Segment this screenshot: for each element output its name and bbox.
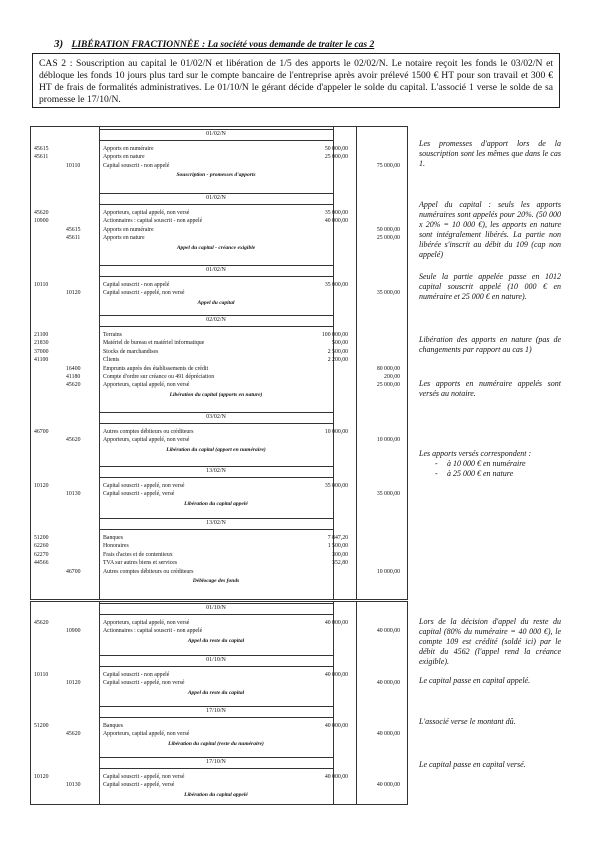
entry-date-header — [31, 603, 407, 615]
debit-amount: 50 000,00 — [324, 146, 348, 152]
debit-amount: 40 000,00 — [324, 218, 348, 225]
account-label: Capital souscrit - non appelé — [103, 162, 170, 169]
debit-account: 10120 — [34, 483, 49, 489]
account-label: Apports en numéraire — [103, 226, 154, 233]
account-label: Apports en nature — [103, 154, 145, 161]
journal-line — [31, 153, 407, 161]
entry-date: 01/02/N — [206, 131, 226, 137]
debit-account: 51200 — [34, 535, 49, 541]
journal-line — [31, 339, 407, 347]
journal-line — [31, 551, 407, 559]
entry-date-header — [31, 518, 407, 530]
debit-account: 21830 — [34, 340, 49, 347]
debit-amount: 500,00 — [332, 340, 348, 347]
entry-libelle: Libération du capital (reste du numéraire) — [168, 740, 264, 747]
credit-account: 10900 — [66, 628, 81, 635]
journal-table-1 — [30, 126, 408, 600]
debit-account: 44566 — [34, 560, 49, 567]
credit-account: 10120 — [66, 680, 81, 687]
entry-date: 01/10/N — [206, 657, 226, 663]
credit-account: 45620 — [66, 382, 81, 389]
debit-account: 10110 — [34, 672, 49, 678]
journal-line — [31, 381, 407, 389]
account-label: Apports en nature — [103, 235, 145, 242]
note-6-text: Les apports versés correspondent : — [419, 449, 532, 458]
entry-date: 01/10/N — [206, 605, 226, 611]
journal-line — [31, 373, 407, 381]
journal-line — [31, 365, 407, 373]
account-label: Capital souscrit - appelé, versé — [103, 491, 175, 498]
note-8: Le capital passe en capital appelé. — [419, 676, 531, 685]
debit-account: 45620 — [34, 210, 49, 216]
debit-account: 46700 — [34, 429, 49, 435]
entry-libelle: Souscription - promesses d'apports — [176, 172, 256, 179]
account-label: Capital souscrit - appelé, versé — [103, 782, 175, 789]
account-label: Apporteurs, capital appelé, non versé — [103, 210, 190, 216]
entry-libelle: Libération du capital appelé — [184, 791, 248, 798]
section-number: 3) — [54, 38, 64, 50]
entry-date: 13/02/N — [206, 468, 226, 474]
journal-line — [31, 356, 407, 364]
account-label: Matériel de bureau et matériel informatique — [103, 340, 205, 347]
entry-date-header — [31, 757, 407, 769]
credit-account: 45611 — [66, 235, 81, 242]
debit-amount: 40 000,00 — [324, 620, 348, 626]
entry-libelle: Déblocage des fonds — [192, 578, 240, 584]
journal-line — [31, 226, 407, 234]
credit-amount: 40 000,00 — [376, 782, 400, 789]
credit-account: 10110 — [66, 162, 81, 169]
entry-date-header — [31, 706, 407, 718]
credit-amount: 50 000,00 — [376, 226, 400, 233]
debit-amount: 100 000,00 — [321, 332, 348, 338]
entry-date-header — [31, 193, 407, 205]
debit-account: 62270 — [34, 551, 49, 558]
credit-account: 16400 — [66, 365, 81, 372]
note-6 — [419, 449, 561, 479]
debit-account: 45611 — [34, 154, 49, 161]
credit-amount: 80 000,00 — [376, 365, 400, 372]
debit-amount: 300,00 — [332, 551, 348, 558]
journal-line — [31, 490, 407, 498]
account-label: Actionnaires : capital souscrit - non appelé — [103, 218, 203, 225]
journal-line — [31, 722, 407, 730]
entry-libelle: Appel du capital — [197, 299, 235, 306]
account-label: Banques — [103, 723, 123, 729]
debit-account: 10110 — [34, 282, 49, 288]
note-6-item: - à 10 000 € en numéraire — [435, 459, 561, 469]
journal-line — [31, 730, 407, 738]
account-label: Capital souscrit - appelé, non versé — [103, 290, 185, 297]
credit-amount: 25 000,00 — [376, 382, 400, 389]
account-label: Apporteurs, capital appelé, non versé — [103, 437, 190, 444]
journal-line — [31, 534, 407, 542]
debit-amount: 35 000,00 — [324, 483, 348, 489]
journal-line — [31, 281, 407, 289]
credit-account: 46700 — [66, 568, 81, 575]
account-label: Terrains — [103, 332, 122, 338]
journal-line — [31, 436, 407, 444]
debit-amount: 2 200,00 — [327, 357, 348, 364]
journal-line — [31, 568, 407, 576]
journal-line — [31, 559, 407, 567]
account-label: Capital souscrit - appelé, non versé — [103, 774, 185, 780]
debit-amount: 352,80 — [332, 560, 348, 567]
account-label: Emprunts auprès des établissements de crédit — [103, 365, 209, 372]
journal-line — [31, 209, 407, 217]
note-9: L'associé verse le montant dû. — [419, 717, 516, 726]
credit-account: 45620 — [66, 437, 81, 444]
debit-account: 21100 — [34, 332, 49, 338]
entry-date: 17/10/N — [206, 708, 226, 714]
note-1: Les promesses d'apport lors de la souscription sont les mêmes que dans le cas 1. — [419, 139, 561, 168]
account-label: TVA sur autres biens et services — [103, 560, 178, 567]
account-label: Honoraires — [103, 543, 129, 550]
debit-account: 10900 — [34, 218, 49, 225]
debit-amount: 10 000,00 — [324, 429, 348, 435]
credit-account: 45620 — [66, 731, 81, 738]
credit-amount: 200,00 — [384, 374, 400, 380]
credit-amount: 35 000,00 — [376, 491, 400, 498]
account-label: Compte d'ordre sur créance ou 491 dépréciation — [103, 374, 215, 380]
credit-amount: 40 000,00 — [376, 628, 400, 635]
journal-line — [31, 627, 407, 635]
entry-date-header — [31, 466, 407, 478]
credit-amount: 40 000,00 — [376, 680, 400, 687]
debit-amount: 2 500,00 — [327, 348, 348, 355]
entry-date-header — [31, 129, 407, 141]
credit-account: 10130 — [66, 782, 81, 789]
entry-libelle: Libération du capital appelé — [184, 500, 248, 507]
account-label: Frais d'actes et de contentieux — [103, 551, 173, 558]
journal-line — [31, 289, 407, 297]
debit-amount: 35 000,00 — [324, 282, 348, 288]
debit-amount: 1 500,00 — [327, 543, 348, 550]
note-4: Libération des apports en nature (pas de changements par rapport au cas 1) — [419, 335, 561, 354]
account-label: Apporteurs, capital appelé, non versé — [103, 382, 190, 389]
credit-account: 10120 — [66, 290, 81, 297]
entry-date-header — [31, 265, 407, 277]
credit-account: 10130 — [66, 491, 81, 498]
note-6-item: - à 25 000 € en nature — [435, 469, 561, 479]
credit-amount: 10 000,00 — [376, 568, 400, 575]
journal-line — [31, 482, 407, 490]
credit-account: 45615 — [66, 226, 81, 233]
credit-amount: 25 000,00 — [376, 235, 400, 242]
account-label: Apporteurs, capital appelé, non versé — [103, 731, 190, 738]
case-statement: CAS 2 : Souscription au capital le 01/02/N et libération de 1/5 des apports le 02/02/N. Le notaire reçoit les fonds le 03/02/N et débloque les fonds 10 jours plus tard sur le compte bancaire de l'entreprise après avoir prélevé 1500 € HT pour son travail et 300 € HT de frais de formalités administratives. Le 01/10/N le gérant décide d'appeler le solde du capital. L'associé 1 verse le solde de sa promesse le 17/10/N. — [32, 53, 560, 108]
note-3: Seule la partie appelée passe en 1012 capital souscrit appelé (10 000 € en numéraire et 25 000 € en nature). — [419, 272, 561, 301]
journal-line — [31, 162, 407, 170]
entry-date: 01/02/N — [206, 267, 226, 273]
account-label: Capital souscrit - appelé, non versé — [103, 680, 185, 687]
account-label: Apports en numéraire — [103, 146, 154, 152]
entry-libelle: Libération du capital (apports en nature) — [169, 391, 263, 398]
section-title: LIBÉRATION FRACTIONNÉE : La société vous demande de traiter le cas 2 — [71, 40, 375, 50]
journal-line — [31, 679, 407, 687]
account-label: Clients — [103, 357, 120, 364]
account-label: Apporteurs, capital appelé, non versé — [103, 620, 190, 626]
entry-date: 03/02/N — [206, 414, 226, 420]
entry-libelle: Appel du reste du capital — [187, 637, 245, 644]
entry-date-header — [31, 655, 407, 667]
debit-account: 45620 — [34, 620, 49, 626]
journal-line — [31, 145, 407, 153]
entry-date: 13/02/N — [206, 520, 226, 526]
journal-line — [31, 217, 407, 225]
account-label: Capital souscrit - appelé, non versé — [103, 483, 185, 489]
journal-line — [31, 542, 407, 550]
credit-amount: 10 000,00 — [376, 437, 400, 444]
credit-amount: 40 000,00 — [376, 731, 400, 738]
credit-amount: 35 000,00 — [376, 290, 400, 297]
account-label: Capital souscrit - non appelé — [103, 672, 170, 678]
debit-account: 10120 — [34, 774, 49, 780]
debit-amount: 40 000,00 — [324, 672, 348, 678]
entry-libelle: Appel du reste du capital — [187, 689, 245, 696]
note-5: Les apports en numéraire appelés sont versés au notaire. — [419, 379, 561, 398]
journal-line — [31, 773, 407, 781]
entry-date-header — [31, 412, 407, 424]
debit-account: 45615 — [34, 146, 49, 152]
journal-line — [31, 671, 407, 679]
debit-account: 51200 — [34, 723, 49, 729]
debit-account: 62260 — [34, 543, 49, 550]
account-label: Capital souscrit - non appelé — [103, 282, 170, 288]
account-label: Autres comptes débiteurs ou créditeurs — [103, 568, 194, 575]
debit-amount: 25 000,00 — [324, 154, 348, 161]
debit-amount: 40 000,00 — [324, 723, 348, 729]
debit-account: 41100 — [34, 357, 49, 364]
journal-line — [31, 619, 407, 627]
entry-date: 01/02/N — [206, 195, 226, 201]
journal-line — [31, 781, 407, 789]
account-label: Autres comptes débiteurs ou créditeurs — [103, 429, 194, 435]
account-label: Banques — [103, 535, 123, 541]
debit-amount: 7 847,20 — [327, 535, 348, 541]
credit-amount: 75 000,00 — [376, 162, 400, 169]
note-10: Le capital passe en capital versé. — [419, 760, 526, 769]
credit-account: 41180 — [66, 374, 81, 380]
entry-date: 02/02/N — [206, 317, 226, 323]
account-label: Actionnaires : capital souscrit - non appelé — [103, 628, 203, 635]
note-6-list — [435, 459, 561, 479]
section-heading — [54, 38, 374, 50]
entry-date: 17/10/N — [206, 759, 226, 765]
note-7: Lors de la décision d'appel du reste du capital (80% du numéraire = 40 000 €), le compte 109 est crédité (soldé ici) par le débit du 4562 (l'appel rend la créance exigible). — [419, 617, 561, 666]
journal-line — [31, 428, 407, 436]
entry-libelle: Appel du capital - créance exigible — [176, 244, 256, 251]
entry-date-header — [31, 315, 407, 327]
debit-account: 37000 — [34, 348, 49, 355]
entry-libelle: Libération du capital (apport en numéraire) — [166, 446, 266, 453]
account-label: Stocks de marchandises — [103, 348, 159, 355]
debit-amount: 35 000,00 — [324, 210, 348, 216]
debit-amount: 40 000,00 — [324, 774, 348, 780]
journal-line — [31, 331, 407, 339]
journal-table-2 — [30, 601, 408, 805]
journal-line — [31, 234, 407, 242]
journal-line — [31, 348, 407, 356]
note-2: Appel du capital : seuls les apports numéraires sont appelés pour 20%. (50 000 x 20% = 10 000 €), les apports en nature sont intégralement libérés. La partie non libérée s'inscrit au débit du 109 (cap non appelé) — [419, 200, 561, 259]
